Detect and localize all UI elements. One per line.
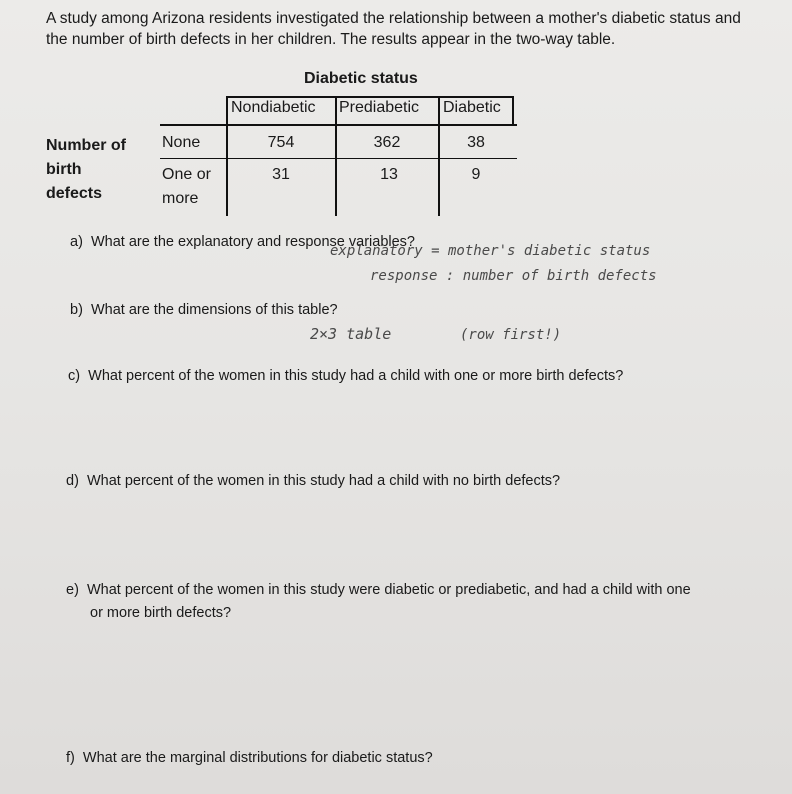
column-header-nondiabetic: Nondiabetic: [231, 99, 316, 116]
row-label-one-or-more-line-1: One or: [162, 166, 211, 183]
cell-oneormore-prediabetic: 13: [380, 166, 398, 183]
cell-none-prediabetic: 362: [373, 134, 401, 151]
question-d: d) What percent of the women in this study had a child with no birth defects?: [66, 473, 561, 489]
table-divider-2: [438, 96, 440, 216]
row-header: [46, 134, 126, 206]
problem-intro: A study among Arizona residents investigated the relationship between a mother's diabetic status and the number of birth defects in her children. The results appear in the two-way table.: [46, 10, 741, 48]
question-c: c) What percent of the women in this study had a child with one or more birth defects?: [68, 368, 624, 384]
table-divider-1: [335, 96, 337, 216]
question-b: b) What are the dimensions of this table?: [70, 302, 338, 318]
row-label-none: None: [162, 134, 201, 151]
table-row-rule: [160, 158, 517, 159]
cell-none-diabetic: 38: [467, 134, 485, 151]
table-caption: Diabetic status: [304, 70, 418, 87]
cell-oneormore-diabetic: 9: [471, 166, 481, 183]
row-header-line-3: defects: [46, 185, 103, 202]
column-header-prediabetic: Prediabetic: [339, 99, 420, 116]
table-left-border: [226, 96, 228, 216]
cell-none-nondiabetic: 754: [267, 134, 295, 151]
handwritten-explanatory: explanatory = mother's diabetic status: [330, 243, 651, 259]
column-header-diabetic: Diabetic: [443, 99, 501, 116]
handwritten-note: (row first!): [460, 327, 562, 343]
table-top-border: [227, 96, 513, 98]
handwritten-response: response : number of birth defects: [370, 268, 657, 284]
table-right-border: [512, 96, 514, 126]
row-label-one-or-more-line-2: more: [162, 190, 199, 207]
question-e-line-2: or more birth defects?: [90, 605, 232, 621]
question-e-line-1: e) What percent of the women in this study were diabetic or prediabetic, and had a child with one: [66, 582, 691, 598]
cell-oneormore-nondiabetic: 31: [272, 166, 290, 183]
handwritten-dimensions: 2×3 table: [310, 325, 392, 343]
table-header-rule: [160, 124, 517, 126]
question-f: f) What are the marginal distributions for diabetic status?: [66, 750, 433, 766]
row-header-line-2: birth: [46, 161, 82, 178]
row-header-line-1: Number of: [46, 137, 126, 154]
question-a: a) What are the explanatory and response variables?: [70, 234, 415, 250]
row-label-one-or-more: [162, 163, 211, 211]
